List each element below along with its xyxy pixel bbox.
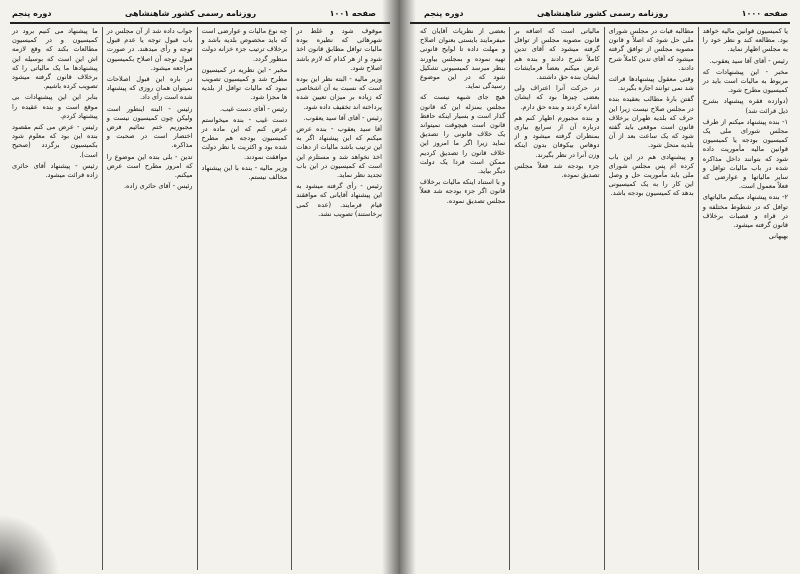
paragraph: تدین - بلی بنده این موضوع را که امروز مطرح است عرض میکنم. — [106, 152, 193, 180]
paragraph: ۲- بنده پیشنهاد میکنم مالیاتهای توافل که در شطوط مختلفه و در قراء و قصبات برخلاف قانون گرفته میشود. — [702, 193, 788, 230]
header-rule — [410, 22, 790, 24]
paragraph: بنابر این این پیشنهادات بی موقع است و بنده عقیده را پیشنهاد کردم. — [12, 93, 98, 120]
page-header — [12, 6, 376, 20]
text-column — [509, 27, 603, 570]
paragraph: وقتی معقول پیشنهادها قرائت شد نمی توانند اجازه بگیرند. — [608, 75, 694, 93]
page-number: صفحه ۱۰۰۰ — [741, 8, 788, 18]
paragraph: و بنده مجبورم اظهار کنم هم درباره آن از سرایع بیاری بمنظران گرفته میشود و از دوهاس بیکوفان بدون اینکه وزن آنرا در نظر بگیرند. — [514, 113, 600, 159]
gutter-shadow — [400, 0, 416, 574]
paragraph: مالیاتی است که اضافه بر قانون مصوبه مجلس از توافل گرفته میشود که آقای تدین کاملاً شرح دادند و بنده هم عرض میکنم بعضاً فرمایشات ایشان بنده حق داشتند. — [514, 27, 600, 82]
page-header — [424, 6, 788, 20]
paragraph: جزء بودجه شد فعلاً مجلس تصدیق نموده. — [514, 161, 600, 180]
paragraph: رئیس - پیشنهاد آقای حائری زاده قرائت میشود. — [12, 161, 98, 180]
paragraph: رئیس - آقای حائری زاده. — [123, 182, 193, 191]
text-column — [416, 27, 509, 570]
text-column — [604, 27, 698, 570]
paragraph: رئیس - آقای دست غیب. — [219, 104, 288, 113]
text-columns — [8, 27, 386, 570]
gazette-title: روزنامه رسمی کشور شاهنشاهی — [124, 8, 257, 18]
text-column — [698, 27, 792, 570]
paragraph: بعضی از نظریات آقایان که میفرمایند بایستی بعنوان اصلاح و مهلت داده تا لوایح قانونی تهیه نموده و بمجلس بیاورند بنظر میرسد کمیسیونی تشکیل شود که در این موضوع رسیدگی نماید. — [420, 27, 506, 91]
paragraph: دست غیب - بنده میخواستم عرض کنم که این ماده در کمیسیون بودجه هم مطرح شده بود و اکثریت با نظر دولت موافقت نمودند. — [201, 115, 288, 161]
paragraph: رئیس - البته اینطور است ولیکن چون کمیسیون نیست و مجبوریم ختم نمائیم فرض اختصار است در صحبت و مذاکره. — [106, 104, 193, 150]
paragraph: رئیس - رأی گرفته میشود به این پیشنهاد آقایانی که موافقند قیام فرمایند. (عده کمی برخاستند) تصویب نشد. — [296, 182, 382, 218]
paragraph: آقا سید یعقوب - بنده عرض میکنم که این پیشنهاد اگر به این ترتیب باشد مالیات از دهات اخذ نخواهد شد و مستلزم این است که کمیسیون در این باب تجدید نظر نماید. — [296, 125, 382, 180]
session-label: دوره پنجم — [424, 8, 464, 18]
paragraph: وزیر مالیه - بنده با این پیشنهاد مخالف نیستم. — [201, 163, 288, 182]
paragraph: مطالبه فیات در مجلس شورای ملی حل شود که اصلاً و قانون مصوبه مجلس از توافق گرفته میشود که آقای تدین کاملاً شرح دادند. — [608, 27, 694, 72]
right-page — [400, 0, 800, 574]
text-column — [102, 27, 197, 570]
paragraph: هیچ جای شبهه نیست که مجلس بمنزله این که قانون گذار است و بسیار اینکه حافظ قانون است هیچوقت نمیتواند یک خلاف قانونی را تصدیق نماید زیرا اگر ما امروز این خلاف قانون را تصدیق کردیم ممکن است فردا یک دولت دیگر بیاید. — [420, 93, 506, 176]
paragraph: در باره این قبول اصلاحات نمیتوان همان روزی که پیشنهاد شده است رأی داد. — [106, 75, 193, 102]
header-rule — [10, 22, 390, 24]
paragraph: در حرکت آنرا اعتراف ولی بعضی چیزها بود که ایشان اشاره کردند و بنده حق دارم. — [514, 84, 600, 111]
paragraph: مخبر - این نظریه در کمیسیون مطرح شد و کمیسیون تصویب نمود که مالیات توافل از بلدیه ها مجزا شود. — [201, 65, 288, 102]
paragraph: مخبر - این پیشنهادات که مربوط به مالیات است باید در کمیسیون مطرح شود. — [702, 67, 788, 95]
page-number: صفحه ۱۰۰۱ — [329, 8, 376, 18]
paragraph: ۱- بنده پیشنهاد میکنم از طرف مجلس شورای ملی یک کمیسیون بودجه یا کمیسیون قوانین مالیه مأموریت داده شود که بتوانند داخل مذاکره شده در باب مالیات توافل و سایر مالیاتها و عوارضی که فعلاً معمول است. — [702, 117, 788, 191]
paragraph: رئیس - آقای آقا سید یعقوب. — [709, 56, 788, 65]
paragraph: جواب داده شد از آن مجلس در باب قبول توجه یا عدم قبول توجه و رأی میدهند. در صورت قبول توجه آن اصلاح بکمیسیون مراجعه میشود. — [106, 27, 193, 72]
paragraph: یا کمیسیون قوانین مالیه خواهد بود. مطالعه کند و نظر خود را به مجلس اظهار نماید. — [702, 27, 788, 54]
text-column — [291, 27, 386, 570]
text-column — [197, 27, 292, 570]
paragraph: بهبهانی — [768, 232, 788, 241]
paragraph: رئیس - عرض می کنم مقصود بنده این بود که معلوم شود بکمیسیون برگردد (صحیح است). — [12, 123, 98, 159]
paragraph: و با استناد اینکه مالیات برخلاف قانون اگر جزء بودجه شد فعلاً مجلس تصدیق نموده. — [420, 178, 506, 205]
paragraph: گفتن بارهٔ مطالب بعقیده بنده در مجلس صلاح نیست زیرا این حرف که بلدیه طهران برخلاف قانون است موقعی باید گفته شود که یک ساعت بعد از آن بلدیه منحل شود. — [608, 95, 694, 150]
session-label: دوره پنجم — [12, 8, 52, 18]
text-column — [8, 27, 102, 570]
paragraph: چه نوع مالیات و عوارضی است که باید مخصوص بلدیه باشد و برخلاف ترتیب جزء خزانه دولت منظور گردد. — [201, 27, 288, 63]
paragraph: ما پیشنهاد می کنیم برود در کمیسیون و در کمیسیون مطالعات بکند که وقع لازمه اش این است که بوسیله این پیشنهادها ما یک مالیاتی را که برخلاف قانون گرفته میشود تصویب کرده باشیم. — [12, 27, 98, 91]
gazette-title: روزنامه رسمی کشور شاهنشاهی — [536, 8, 669, 18]
paragraph: و پیشنهادی هم در این باب کرده ام پس مجلس شورای ملی باید مأموریت حل و وصل این کار را به یک کمیسیونی بدهد که کمیسیون بودجه باشد. — [608, 152, 694, 198]
paragraph: (دوازده فقره پیشنهاد بشرح ذیل قرائت شد) — [702, 97, 788, 115]
paragraph: رئیس - آقای آقا سید یعقوب. — [303, 113, 382, 122]
paragraph: موقوف شود و غلط در شهرهائی که نظیره بوده مالیات توافل مطابق قانون اخذ شود و از هر کدام که لازم باشد اصلاح شود. — [296, 27, 382, 72]
text-columns — [416, 27, 792, 570]
paragraph: وزیر مالیه - البته نظر این بوده است که نسبت به آن اشخاصی که زیاده بر میزان تعیین شده پرداخته اند تخفیف داده شود. — [296, 75, 382, 111]
